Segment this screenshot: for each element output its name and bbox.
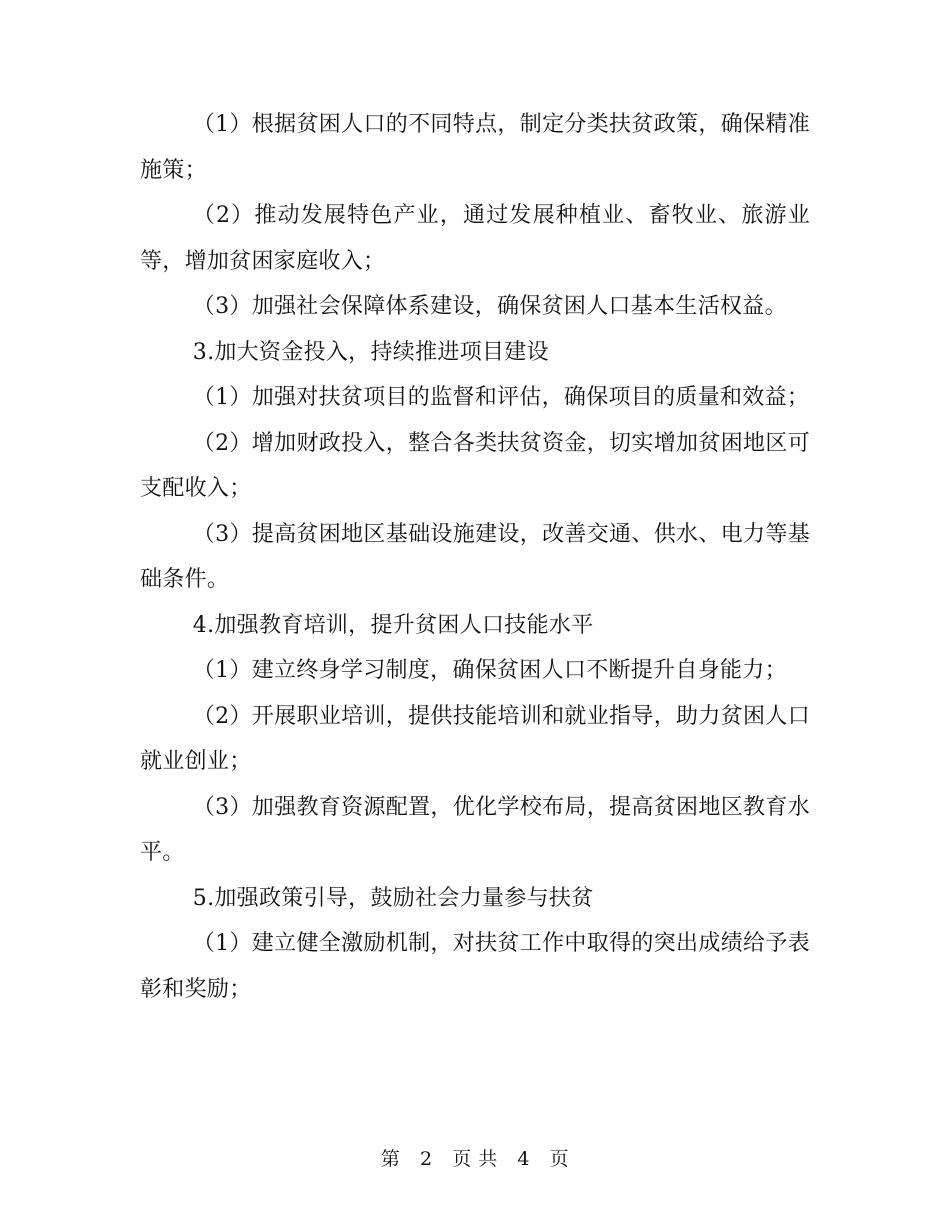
paragraph-10: （1）建立健全激励机制，对扶贫工作中取得的突出成绩给予表彰和奖励； — [140, 931, 810, 1002]
page-footer — [0, 1146, 950, 1172]
paragraph-2: （2）推动发展特色产业，通过发展种植业、畜牧业、旅游业等，增加贫困家庭收入； — [140, 203, 810, 274]
paragraph-8: （2）开展职业培训，提供技能培训和就业指导，助力贫困人口就业创业； — [140, 703, 810, 774]
paragraph-6: （3）提高贫困地区基础设施建设，改善交通、供水、电力等基础条件。 — [140, 521, 810, 592]
paragraph-9: （3）加强教育资源配置，优化学校布局，提高贫困地区教育水平。 — [140, 794, 810, 865]
paragraph-1: （1）根据贫困人口的不同特点，制定分类扶贫政策，确保精准施策； — [140, 112, 810, 183]
footer-prefix: 第 — [380, 1148, 401, 1170]
paragraph-3: （3）加强社会保障体系建设，确保贫困人口基本生活权益。 — [192, 294, 787, 319]
section-heading-3: 3.加大资金投入，持续推进项目建设 — [192, 339, 549, 365]
total-pages-number: 4 — [517, 1148, 530, 1170]
section-heading-4: 4.加强教育培训，提升贫困人口技能水平 — [192, 612, 594, 638]
section-heading-5: 5.加强政策引导，鼓励社会力量参与扶贫 — [192, 885, 594, 911]
paragraph-4: （1）加强对扶贫项目的监督和评估，确保项目的质量和效益； — [192, 385, 810, 410]
footer-middle: 页 共 — [452, 1148, 498, 1170]
document-body — [140, 102, 810, 1012]
paragraph-5: （2）增加财政投入，整合各类扶贫资金，切实增加贫困地区可支配收入； — [140, 430, 810, 501]
current-page-number: 2 — [419, 1148, 433, 1170]
footer-suffix: 页 — [549, 1148, 570, 1170]
paragraph-7: （1）建立终身学习制度，确保贫困人口不断提升自身能力； — [192, 658, 787, 683]
